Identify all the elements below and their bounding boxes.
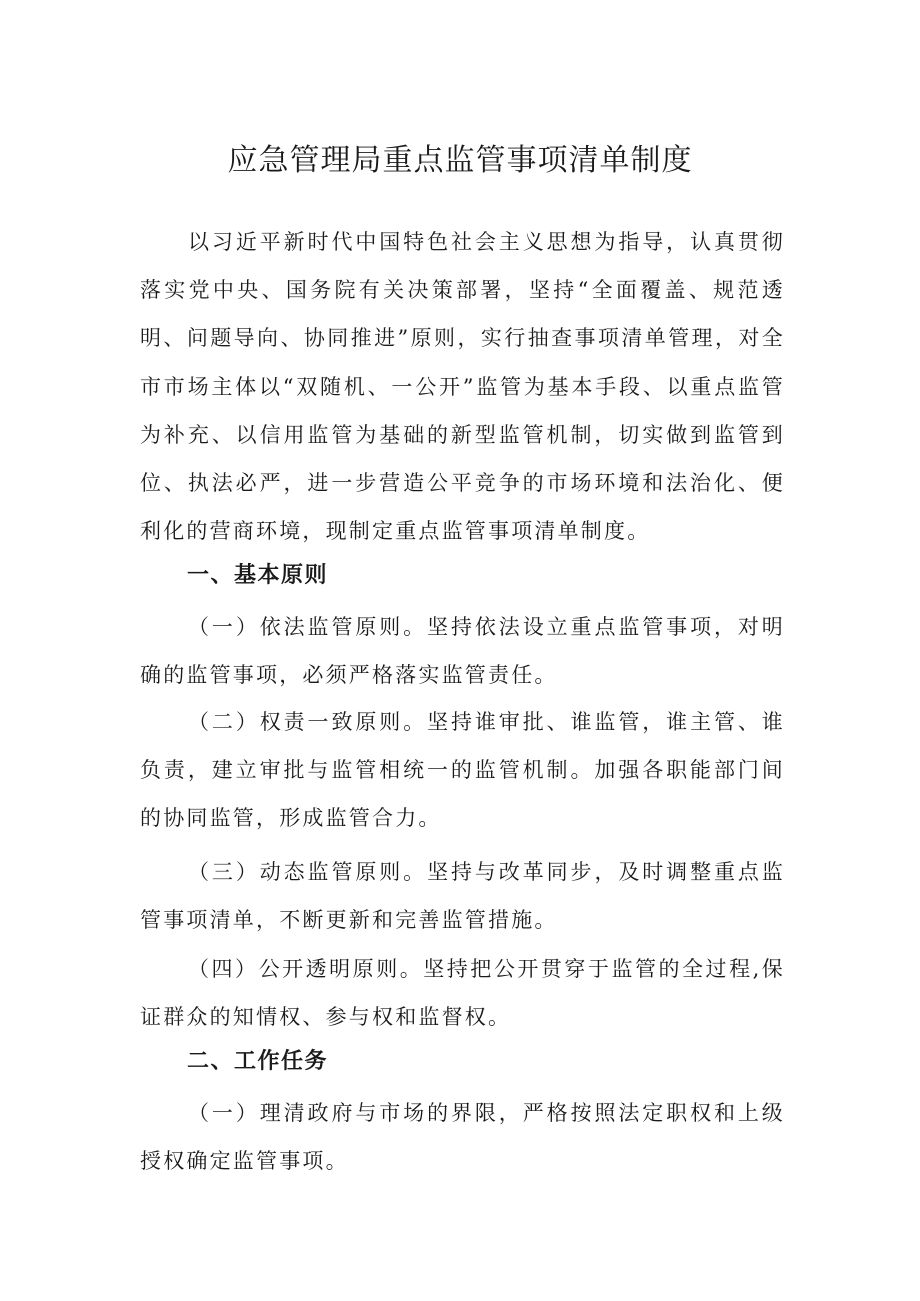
intro-paragraph: 以习近平新时代中国特色社会主义思想为指导，认真贯彻落实党中央、国务院有关决策部署，坚持“全面覆盖、规范透明、问题导向、协同推进”原则，实行抽查事项清单管理，对全市市场主体以“双随机、一公开”监管为基本手段、以重点监管为补充、以信用监管为基础的新型监管机制，切实做到监管到位、执法必严，进一步营造公平竞争的市场环境和法治化、便利化的营商环境，现制定重点监管事项清单制度。 xyxy=(140,230,785,544)
principle-paragraph-4: （四）公开透明原则。坚持把公开贯穿于监管的全过程,保证群众的知情权、参与权和监督权。 xyxy=(140,957,785,1030)
section-heading-work-tasks: 二、工作任务 xyxy=(187,1049,329,1074)
principle-paragraph-3: （三）动态监管原则。坚持与改革同步，及时调整重点监管事项清单，不断更新和完善监管措施。 xyxy=(140,860,785,933)
section-heading-basic-principles: 一、基本原则 xyxy=(187,563,329,588)
principle-paragraph-2: （二）权责一致原则。坚持谁审批、谁监管，谁主管、谁负责，建立审批与监管相统一的监管机制。加强各职能部门间的协同监管，形成监管合力。 xyxy=(140,710,785,831)
task-paragraph-1: （一）理清政府与市场的界限，严格按照法定职权和上级授权确定监管事项。 xyxy=(140,1101,785,1174)
document-title: 应急管理局重点监管事项清单制度 xyxy=(227,143,693,178)
principle-paragraph-1: （一）依法监管原则。坚持依法设立重点监管事项，对明确的监管事项，必须严格落实监管责任。 xyxy=(140,615,785,688)
